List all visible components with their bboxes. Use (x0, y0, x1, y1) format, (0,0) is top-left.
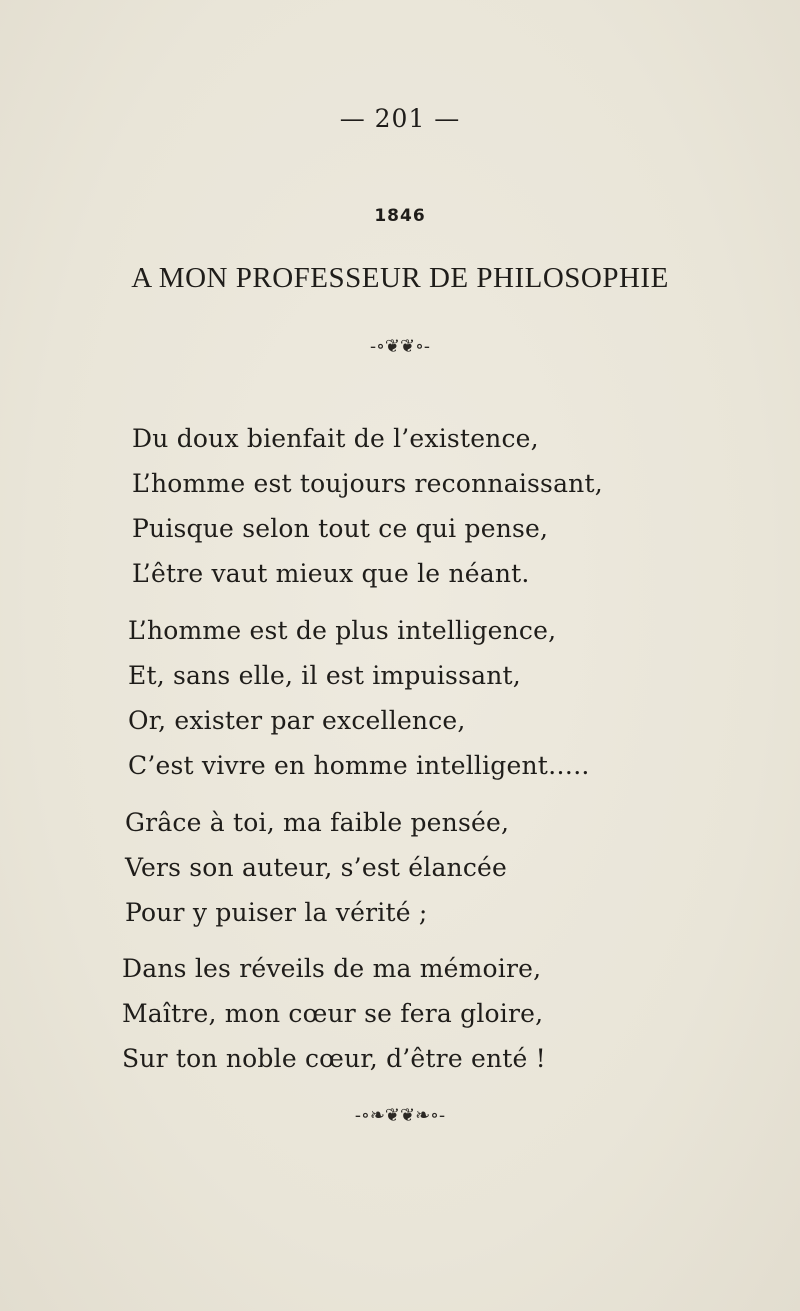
stanza-4 (122, 946, 546, 1081)
verse-line: Sur ton noble cœur, d’être enté ! (122, 1044, 546, 1073)
ornament-divider-bottom: -∘❧❦❦❧∘- (354, 1105, 446, 1126)
verse-line: L’homme est de plus intelligence, (128, 616, 557, 645)
verse-line: Maître, mon cœur se fera gloire, (122, 999, 544, 1028)
page-number: — 201 — (339, 104, 461, 133)
verse-line: Pour y puiser la vérité ; (125, 898, 428, 927)
poem-title: A MON PROFESSEUR DE PHILOSOPHIE (131, 262, 669, 294)
verse-line: L’être vaut mieux que le néant. (132, 559, 530, 588)
verse-line: Puisque selon tout ce qui pense, (132, 514, 549, 543)
stanza-1 (132, 416, 603, 596)
poem-year: 1846 (374, 206, 426, 226)
ornament-divider-top: -∘❦❦∘- (370, 336, 430, 357)
verse-line: Du doux bienfait de l’existence, (132, 424, 539, 453)
stanza-3 (125, 800, 509, 935)
verse-line: C’est vivre en homme intelligent….. (128, 751, 590, 780)
verse-line: L’homme est toujours reconnaissant, (132, 469, 603, 498)
stanza-2 (128, 608, 590, 788)
verse-line: Or, exister par excellence, (128, 706, 466, 735)
verse-line: Et, sans elle, il est impuissant, (128, 661, 521, 690)
verse-line: Grâce à toi, ma faible pensée, (125, 808, 510, 837)
verse-line: Vers son auteur, s’est élancée (125, 853, 508, 882)
verse-line: Dans les réveils de ma mémoire, (122, 954, 542, 983)
